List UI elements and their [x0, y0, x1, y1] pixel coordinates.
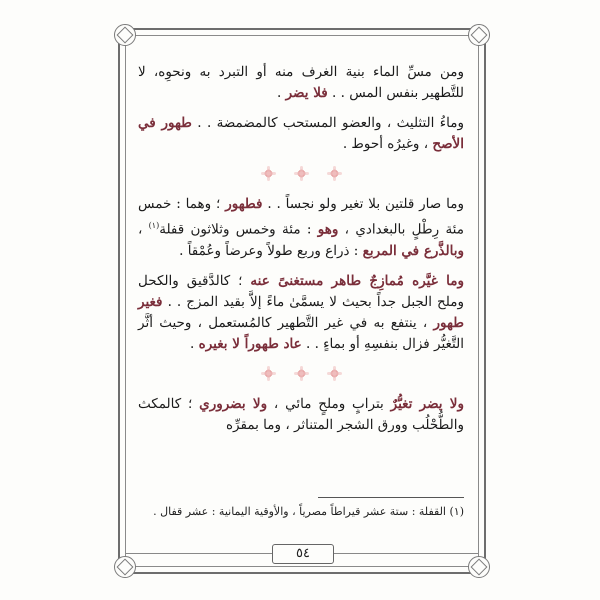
text-run: ؛ كالمكث والطُّحْلُب وورق الشجر المتناثر ، وما بمقرِّه: [138, 395, 464, 433]
paragraph: [138, 271, 464, 355]
flower-ornament-icon: [297, 369, 306, 378]
text-run: ؛ وهما : خمس مئة رِطْلٍ بالبغدادي ،: [138, 196, 464, 238]
footer-rule-left: [126, 553, 272, 554]
text-run: ،: [138, 221, 149, 238]
corner-ornament-icon: [114, 556, 136, 578]
flower-ornament-icon: [264, 369, 273, 378]
emphasis-text: وبالذَّرع في المربع: [362, 242, 464, 259]
paragraph: [138, 113, 464, 155]
text-run: بترابٍ وملحٍ مائي ،: [267, 395, 391, 412]
corner-ornament-icon: [114, 24, 136, 46]
footnote: (١) القفلة : ستة عشر قيراطاً مصرياً ، والأوقية اليمانية : عشر قفال .: [153, 505, 464, 518]
emphasis-text: وما غيَّره مُمازِجٌ طاهر مستغنىً عنه: [250, 272, 464, 289]
flower-ornament-icon: [330, 169, 339, 178]
paragraph: [138, 394, 464, 436]
text-run: ، ينتفع به في غير التَّطهير كالمُستعمل ، وحيث أثَّر التَّغيُّر فزال بنفسِهِ أو بماءٍ . .: [138, 314, 464, 352]
emphasis-text: ولا يضر تغيُّرٌ: [390, 395, 465, 412]
flower-ornament-icon: [330, 369, 339, 378]
paragraph: [138, 194, 464, 262]
corner-ornament-icon: [468, 556, 490, 578]
text-run: : ذراع وربع طولاً وعرضاً وعُمْقاً .: [179, 242, 363, 259]
emphasis-text: طهور في الأصح: [138, 115, 464, 152]
paragraph: [138, 62, 464, 104]
text-run: : مئة وخمس وثلاثون قفلة: [159, 221, 318, 238]
footer-rule-right: [332, 553, 478, 554]
emphasis-text: فلا يضر: [285, 85, 328, 101]
section-divider: [138, 169, 464, 178]
text-run: وما صار قلتين بلا تغير ولو نجساً . .: [262, 196, 464, 212]
main-text: [138, 62, 464, 436]
emphasis-text: فطهور: [225, 196, 263, 212]
emphasis-text: وهو: [317, 221, 339, 238]
section-divider: [138, 369, 464, 378]
emphasis-text: عاد طهوراً لا بغيره: [198, 335, 302, 352]
text-run: ، وغيرُه أحوط .: [342, 136, 433, 152]
emphasis-text: فغير طهور: [138, 293, 464, 331]
text-run: .: [277, 85, 286, 101]
corner-ornament-icon: [468, 24, 490, 46]
footnote-marker[interactable]: (١): [148, 221, 160, 230]
text-run: وماءُ التثليث ، والعضو المستحب كالمضمضة . .: [191, 115, 464, 131]
text-run: ومن مسِّ الماء بنية الغرف منه أو التبرد به ونحوِه، لا للتَّطهير بنفس المس . .: [138, 64, 464, 101]
emphasis-text: ولا بضروري: [199, 395, 268, 412]
text-run: ؛ كالدَّقيق والكحل وملح الجبل جداً بحيث لا يسمَّىٰ ماءً إلاَّ بقيد المزج . .: [138, 272, 464, 310]
flower-ornament-icon: [297, 169, 306, 178]
page-number: ٥٤: [272, 544, 334, 564]
text-run: .: [190, 335, 199, 352]
footnote-separator: [318, 497, 464, 498]
flower-ornament-icon: [264, 169, 273, 178]
